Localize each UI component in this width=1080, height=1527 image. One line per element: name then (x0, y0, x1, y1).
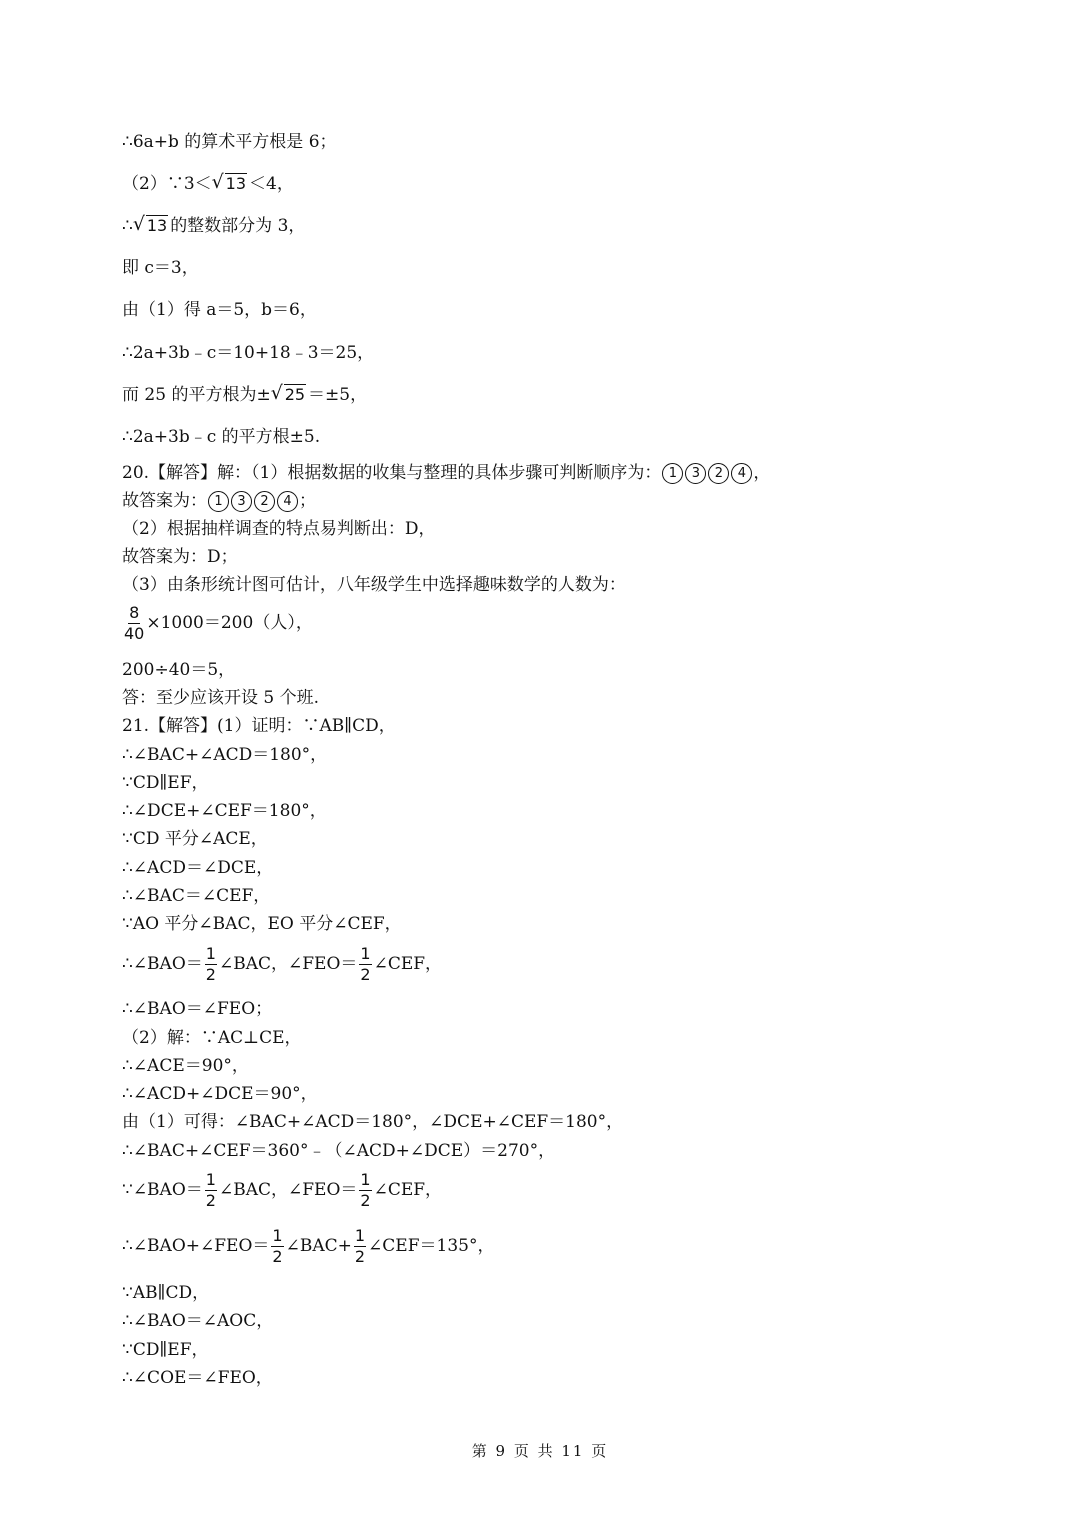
q21-line-16-b: ∠BAC，∠FEO＝ (218, 1180, 358, 1200)
sqrt-13 (214, 172, 247, 196)
fraction-denominator: 2 (272, 1247, 283, 1266)
q19-line-5: 由（1）得 a＝5，b＝6， (122, 300, 317, 320)
fraction-numerator: 8 (129, 603, 140, 622)
fraction-denominator: 2 (354, 1247, 366, 1266)
fraction-denominator: 2 (205, 1191, 216, 1210)
q21-line-13: ∴∠ACD+∠DCE＝90°， (122, 1084, 318, 1104)
fraction-numerator: 1 (354, 1226, 366, 1245)
q20-line-5: （3）由条形统计图可估计，八年级学生中选择趣味数学的人数为： (122, 575, 626, 595)
q20-line-6 (122, 603, 313, 644)
q21-line-7: ∴∠BAC＝∠CEF， (122, 886, 271, 906)
q19-line-7 (122, 383, 367, 407)
fraction-numerator: 1 (360, 1170, 371, 1189)
circled-number: 1 (662, 463, 683, 484)
circled-number: 4 (277, 491, 298, 512)
q21-line-5: ∵CD 平分∠ACE， (122, 829, 268, 849)
sqrt-radicand: 25 (284, 385, 306, 404)
q21-line-1: 21.【解答】(1）证明：∵AB∥CD， (122, 716, 396, 736)
q20-line-8: 答：至少应该开设 5 个班. (122, 688, 320, 708)
fraction-denominator: 40 (124, 624, 145, 643)
q21-line-17-c: ∠CEF＝135°， (368, 1236, 495, 1256)
q20-line-1-text: 20.【解答】解：（1）根据数据的收集与整理的具体步骤可判断顺序为： (122, 463, 662, 483)
fraction-half (205, 944, 217, 985)
q20-line-2-end: ； (299, 491, 316, 511)
q21-line-21: ∴∠COE＝∠FEO， (122, 1368, 273, 1388)
q19-line-2 (122, 172, 294, 196)
q21-line-17-a: ∴∠BAO+∠FEO＝ (122, 1236, 270, 1256)
circled-number: 1 (208, 491, 229, 512)
circled-number: 3 (231, 491, 252, 512)
circled-number: 2 (708, 463, 729, 484)
q20-line-2 (122, 489, 316, 513)
page-footer: 第 9 页 共 11 页 (471, 1442, 609, 1460)
q19-line-7-pre: 而 25 的平方根为± (122, 385, 271, 405)
q19-line-3-post: 的整数部分为 3， (170, 216, 306, 236)
circled-number: 3 (685, 463, 706, 484)
q20-line-6-post: ×1000＝200（人）， (146, 613, 313, 633)
fraction-half (354, 1226, 366, 1267)
fraction-denominator: 2 (205, 965, 216, 984)
q21-line-6: ∴∠ACD＝∠DCE， (122, 858, 274, 878)
q21-line-19: ∴∠BAO＝∠AOC， (122, 1311, 274, 1331)
fraction-half (359, 944, 371, 985)
q19-line-6: ∴2a+3b﹣c＝10+18﹣3＝25， (122, 343, 375, 363)
q21-line-15: ∴∠BAC+∠CEF＝360°﹣（∠ACD+∠DCE）＝270°， (122, 1141, 556, 1161)
q19-line-4: 即 c＝3， (122, 258, 199, 278)
fraction-denominator: 2 (360, 965, 371, 984)
fraction-half (359, 1170, 371, 1211)
q21-line-2: ∴∠BAC+∠ACD＝180°， (122, 745, 328, 765)
fraction-numerator: 1 (272, 1226, 283, 1245)
q21-line-16 (122, 1170, 442, 1211)
q21-line-9 (122, 944, 442, 985)
q19-line-8: ∴2a+3b﹣c 的平方根±5. (122, 427, 321, 447)
q21-line-16-a: ∵∠BAO＝ (122, 1180, 203, 1200)
q21-line-4: ∴∠DCE+∠CEF＝180°， (122, 801, 327, 821)
q21-line-17-b: ∠BAC+ (285, 1236, 352, 1256)
q19-line-2-post: ＜4， (249, 174, 294, 194)
fraction-half (205, 1170, 217, 1211)
sqrt-radicand: 13 (225, 174, 246, 193)
sqrt-13 (135, 214, 168, 238)
sqrt-radicand: 13 (146, 216, 168, 235)
q21-line-9-a: ∴∠BAO＝ (122, 954, 203, 974)
circled-number: 2 (254, 491, 275, 512)
q19-line-3 (122, 214, 305, 238)
q20-line-1 (122, 461, 770, 485)
q19-line-2-pre: （2）∵3＜ (122, 174, 212, 194)
fraction (124, 603, 144, 644)
q20-line-3: （2）根据抽样调查的特点易判断出：D， (122, 519, 436, 539)
q19-line-3-pre: ∴ (122, 216, 133, 236)
q20-line-1-end: ， (753, 463, 771, 483)
q21-line-9-b: ∠BAC，∠FEO＝ (218, 954, 358, 974)
fraction-half (271, 1226, 283, 1267)
fraction-numerator: 1 (205, 944, 216, 963)
fraction-numerator: 1 (205, 1170, 216, 1189)
q20-line-7: 200÷40＝5， (122, 660, 236, 680)
q21-line-10: ∴∠BAO＝∠FEO； (122, 999, 273, 1019)
q19-line-7-post: ＝±5， (308, 385, 368, 405)
q21-line-20: ∵CD∥EF， (122, 1340, 209, 1360)
circled-number: 4 (731, 463, 752, 484)
q21-line-11: （2）解：∵AC⊥CE， (122, 1028, 302, 1048)
q21-line-8: ∵AO 平分∠BAC，EO 平分∠CEF， (122, 914, 402, 934)
fraction-numerator: 1 (360, 944, 371, 963)
q21-line-14: 由（1）可得：∠BAC+∠ACD＝180°，∠DCE+∠CEF＝180°， (122, 1112, 624, 1132)
fraction-denominator: 2 (360, 1191, 371, 1210)
q21-line-17 (122, 1226, 494, 1267)
q21-line-16-c: ∠CEF， (373, 1180, 443, 1200)
q21-line-9-c: ∠CEF， (373, 954, 443, 974)
q21-line-3: ∵CD∥EF， (122, 773, 209, 793)
q20-line-2-text: 故答案为： (122, 491, 207, 511)
sqrt-25 (273, 383, 306, 407)
q21-line-12: ∴∠ACE＝90°， (122, 1056, 249, 1076)
q19-line-1: ∴6a+b 的算术平方根是 6； (122, 132, 337, 152)
q21-line-18: ∵AB∥CD， (122, 1283, 210, 1303)
q20-line-4: 故答案为：D； (122, 547, 238, 567)
